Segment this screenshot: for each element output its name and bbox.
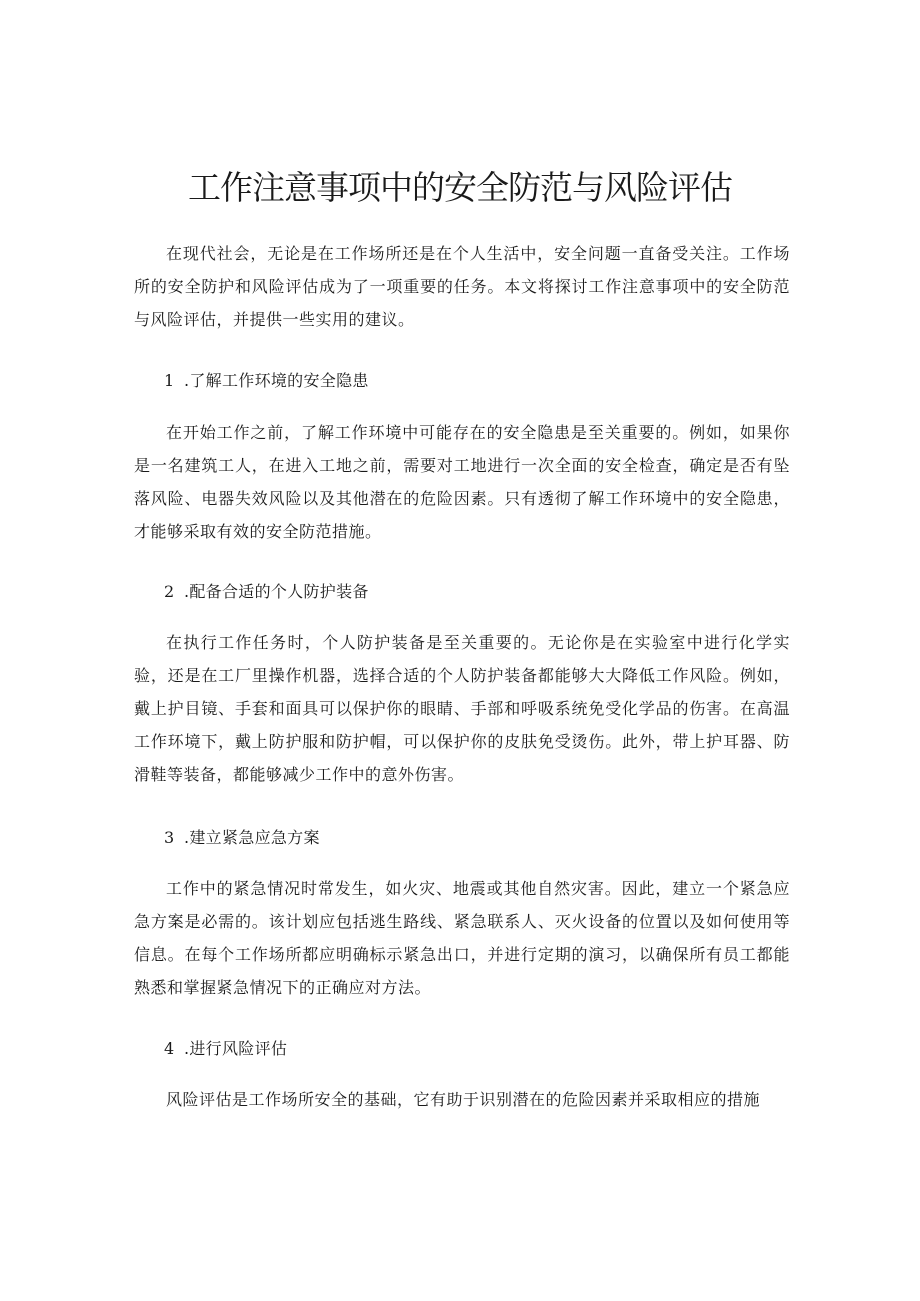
section-1-title: .了解工作环境的安全隐患 <box>184 371 369 390</box>
section-4-heading <box>164 1037 287 1061</box>
section-1-body: 在开始工作之前，了解工作环境中可能存在的安全隐患是至关重要的。例如，如果你是一名建筑工人，在进入工地之前，需要对工地进行一次全面的安全检查，确定是否有坠落风险、电器失效风险以及其他潜在的危险因素。只有透彻了解工作环境中的安全隐患，才能够采取有效的安全防范措施。 <box>134 423 790 541</box>
section-3-body: 工作中的紧急情况时常发生，如火灾、地震或其他自然灾害。因此，建立一个紧急应急方案是必需的。该计划应包括逃生路线、紧急联系人、灭火设备的位置以及如何使用等信息。在每个工作场所都应明确标示紧急出口，并进行定期的演习，以确保所有员工都能熟悉和掌握紧急情况下的正确应对方法。 <box>134 879 790 997</box>
document-title: 工作注意事项中的安全防范与风险评估 <box>188 168 732 207</box>
section-2-number: 2 <box>164 582 175 601</box>
section-3-title: .建立紧急应急方案 <box>184 828 320 847</box>
intro-paragraph: 在现代社会，无论是在工作场所还是在个人生活中，安全问题一直备受关注。工作场所的安全防护和风险评估成为了一项重要的任务。本文将探讨工作注意事项中的安全防范与风险评估，并提供一些实用的建议。 <box>134 244 790 329</box>
section-2-heading <box>164 580 369 604</box>
section-2-body: 在执行工作任务时，个人防护装备是至关重要的。无论你是在实验室中进行化学实验，还是在工厂里操作机器，选择合适的个人防护装备都能够大大降低工作风险。例如，戴上护目镜、手套和面具可以保护你的眼睛、手部和呼吸系统免受化学品的伤害。在高温工作环境下，戴上防护服和防护帽，可以保护你的皮肤免受烫伤。此外，带上护耳器、防滑鞋等装备，都能够减少工作中的意外伤害。 <box>134 633 790 784</box>
section-1-heading <box>164 369 369 393</box>
section-4-number: 4 <box>164 1039 175 1058</box>
section-3-number: 3 <box>164 828 175 847</box>
section-2-title: .配备合适的个人防护装备 <box>184 582 369 601</box>
section-4-title: .进行风险评估 <box>184 1039 288 1058</box>
section-4-body: 风险评估是工作场所安全的基础，它有助于识别潜在的危险因素并采取相应的措施 <box>166 1090 761 1109</box>
section-1-number: 1 <box>164 371 175 390</box>
section-3-heading <box>164 826 320 850</box>
